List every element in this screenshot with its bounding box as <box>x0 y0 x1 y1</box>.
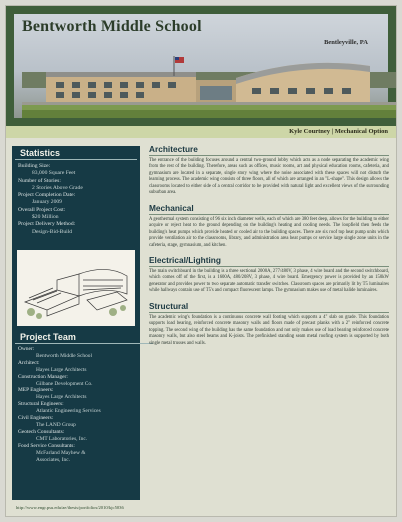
stat-label: Project Completion Date: <box>18 192 76 199</box>
structural-heading: Structural <box>149 301 389 313</box>
stat-value: 2 Stories Above Grade <box>32 184 83 191</box>
team-role: Structural Engineers: <box>18 401 64 408</box>
team-member: The LAND Group <box>36 421 76 428</box>
author-band <box>6 126 396 138</box>
stat-label: Overall Project Cost: <box>18 206 66 213</box>
project-team-list <box>12 346 140 463</box>
team-role: Geotech Consultants: <box>18 428 65 435</box>
stat-value: 83,000 Square Feet <box>32 170 76 177</box>
building-sketch <box>17 250 135 326</box>
team-member: Hayes Large Architects <box>36 366 87 373</box>
team-member: Gilbane Development Co. <box>36 380 93 387</box>
architecture-text: The entrance of the building focuses around a central two-ground lobby which acts as a node separating the academic wing from the rest of the building. Therefore, areas such as offices, music rooms, art and physical education rooms, cafeteria, and gymnasium are located in a separate, single story wing where the noise associated with these spaces will not disturb the learning process. The academic wing consists of three floors, all of which are arranged in an "L-shape". This design allows the classrooms located to either side of a central corridor to be provided with natural light and excellent views of the surrounding suburban area. <box>149 158 389 196</box>
team-member: Bentworth Middle School <box>36 352 92 359</box>
structural-text: The academic wing's foundation is a continuous concrete wall footing which supports a 4" slab on grade. This foundation supports load bearing, reinforced concrete masonry walls and floors made of precast planks with a 2" reinforced concrete topping. The second wing of the building has the same foundation and not only makes use of load bearing reinforced concrete masonry walls, but also steel beams and K-joists. The prefinished standing seam metal roofing system is supported by both single metal trusses and walls. <box>149 314 389 346</box>
team-member: CMT Laboratories, Inc. <box>36 435 88 442</box>
team-role: MEP Engineers: <box>18 387 54 394</box>
electrical-lighting-text: The main switchboard in the building is a three sectional 2000A, 277/480V, 3 phase, 4 wire board and the second switchboard, which comes off of the first, is a 1600A, 480/208V, 3 phase, 4 wire board. Emergency power is provided by an 150kW generator and provides power to two separate automatic transfer switches. Classroom spaces are primarily lit by T5 luminaires while hallways contain use of T5's and compact fluorescent lamps. The gymnasium makes use of metal halide luminaires. <box>149 268 389 294</box>
team-role: Civil Engineers: <box>18 415 54 422</box>
team-member: Associates, Inc. <box>36 456 70 463</box>
stat-value: Design-Bid-Build <box>32 228 73 235</box>
mechanical-text: A geothermal system consisting of 96 six inch diameter wells, each of which are 380 feet deep, allows for the building to either acquire or reject heat to the ground depending on the building's heating and cooling needs. The loopfield then feeds the building's heat pumps which provide heated or cooled air to the building spaces. There are six roof top heat pump units which provide ventilation air to the classrooms, library, and administration area heat pumps or service large single zone units in the cafeteria, stage, gymnasium, and kitchen. <box>149 216 389 248</box>
stat-label: Project Delivery Method: <box>18 221 76 228</box>
team-role: Construction Manager: <box>18 373 68 380</box>
architecture-heading: Architecture <box>149 144 389 156</box>
project-team-heading: Project Team <box>15 330 153 344</box>
location-label: Bentleyville, PA <box>324 39 368 46</box>
team-role: Food Service Consultants: <box>18 442 75 449</box>
stat-value: January 2009 <box>32 199 62 206</box>
statistics-list <box>12 160 140 236</box>
school-title: Bentworth Middle School <box>22 18 202 35</box>
site-plan-drawing <box>17 250 135 326</box>
stat-value: $20 Million <box>32 214 59 221</box>
stat-label: Number of Stories: <box>18 177 61 184</box>
team-role: Architect: <box>18 359 40 366</box>
sidebar-panel <box>12 146 140 500</box>
main-content <box>149 144 389 500</box>
school-building-illustration <box>22 54 396 118</box>
team-member: Atlantic Engineering Services <box>36 408 101 415</box>
statistics-heading: Statistics <box>15 146 137 160</box>
electrical-lighting-heading: Electrical/Lighting <box>149 255 389 267</box>
footer-url-link[interactable]: http://www.engr.psu.edu/ae/thesis/portfolios/2010/kjc5036 <box>16 505 124 510</box>
header-banner <box>6 6 396 126</box>
poster-page <box>6 6 396 516</box>
team-member: Hayes Large Architects <box>36 394 87 401</box>
mechanical-heading: Mechanical <box>149 203 389 215</box>
team-member: McFarland Mayhew & <box>36 449 86 456</box>
author-line: Kyle Courtney | Mechanical Option <box>289 128 388 135</box>
stat-label: Building Size: <box>18 163 51 169</box>
team-role: Owner: <box>18 346 35 352</box>
